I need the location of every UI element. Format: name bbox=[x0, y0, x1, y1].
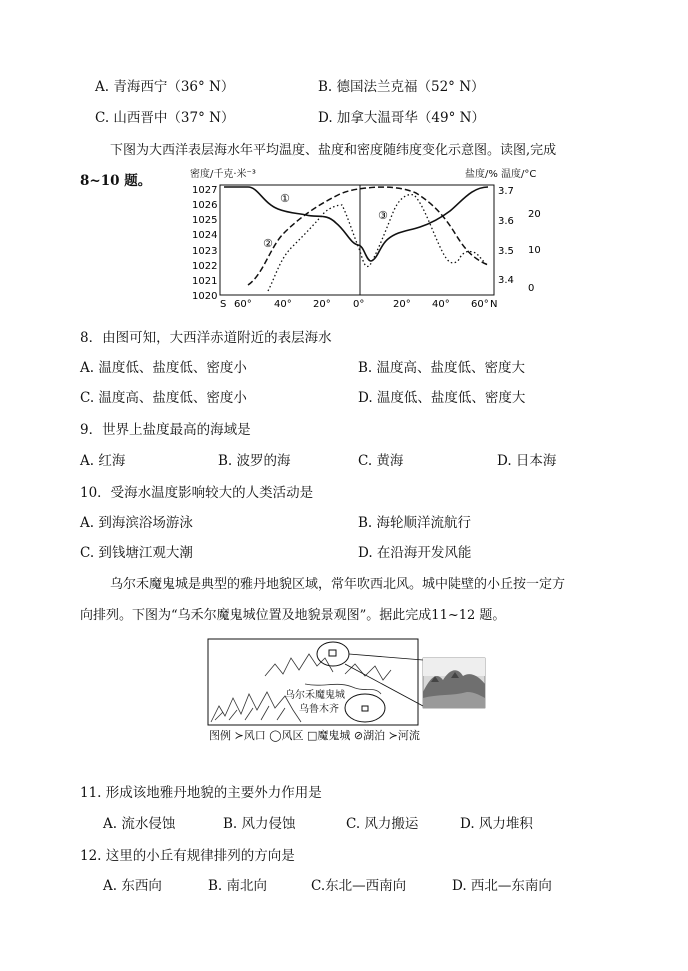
x-tick: 20° bbox=[313, 299, 331, 310]
q11-stem: 11. 形成该地雅丹地貌的主要外力作用是 bbox=[80, 785, 322, 801]
q10-stem: 10．受海水温度影响较大的人类活动是 bbox=[80, 485, 314, 501]
density-tick: 1023 bbox=[192, 246, 218, 257]
salinity-tick: 3.7 bbox=[498, 186, 514, 197]
q11-option-c: C. 风力搬运 bbox=[346, 816, 419, 832]
q10-option-d: D. 在沿海开发风能 bbox=[358, 545, 472, 561]
density-tick: 1022 bbox=[192, 261, 218, 272]
q9-stem: 9．世界上盐度最高的海域是 bbox=[80, 422, 251, 438]
atlantic-surface-chart bbox=[188, 165, 548, 315]
q11-option-b: B. 风力侵蚀 bbox=[223, 816, 296, 832]
salinity-tick: 3.5 bbox=[498, 246, 514, 257]
q7-option-b: B. 德国法兰克福（52° N） bbox=[318, 79, 485, 95]
q12-option-b: B. 南北向 bbox=[208, 878, 268, 894]
q10-option-a: A. 到海滨浴场游泳 bbox=[80, 515, 193, 531]
q9-option-a: A. 红海 bbox=[80, 453, 126, 469]
q10-option-c: C. 到钱塘江观大潮 bbox=[80, 545, 193, 561]
salinity-tick: 3.4 bbox=[498, 275, 514, 286]
demon-city-marker bbox=[362, 706, 368, 711]
x-tick: 20° bbox=[393, 299, 411, 310]
density-tick: 1020 bbox=[192, 291, 218, 302]
temperature-tick: 10 bbox=[528, 245, 541, 256]
map-legend: 图例 ≻风口 ◯风区 □魔鬼城 ⊘湖泊 ≻河流 bbox=[209, 729, 420, 742]
intro-8-10-line2: 8~10 题。 bbox=[80, 173, 152, 189]
q9-option-c: C. 黄海 bbox=[358, 453, 404, 469]
chart-frame bbox=[220, 185, 494, 295]
x-tick: 40° bbox=[432, 299, 450, 310]
q8-option-c: C. 温度高、盐度低、密度小 bbox=[80, 390, 247, 406]
q9-option-b: B. 波罗的海 bbox=[218, 453, 291, 469]
map-label-city: 乌尔禾魔鬼城 bbox=[285, 690, 345, 701]
density-tick: 1024 bbox=[192, 230, 218, 241]
q12-stem: 12. 这里的小丘有规律排列的方向是 bbox=[80, 848, 295, 864]
salinity-tick: 3.6 bbox=[498, 216, 514, 227]
demon-city-marker bbox=[329, 650, 336, 656]
x-tick: 0° bbox=[353, 299, 365, 310]
intro-11-12-line2: 向排列。下图为“乌禾尔魔鬼城位置及地貌景观图”。据此完成11~12 题。 bbox=[80, 608, 506, 623]
map-label-urumqi: 乌鲁木齐 bbox=[299, 704, 339, 715]
density-axis-ticks bbox=[192, 185, 217, 302]
q7-option-d: D. 加拿大温哥华（49° N） bbox=[318, 110, 485, 126]
q8-option-a: A. 温度低、盐度低、密度小 bbox=[80, 360, 247, 376]
x-tick: 60° bbox=[471, 299, 489, 310]
salinity-axis-ticks bbox=[498, 186, 514, 286]
q8-option-b: B. 温度高、盐度低、密度大 bbox=[358, 360, 526, 376]
density-tick: 1026 bbox=[192, 200, 218, 211]
q12-option-a: A. 东西向 bbox=[103, 878, 162, 894]
temperature-axis-ticks bbox=[528, 209, 541, 294]
curve-label-1: ① bbox=[280, 192, 290, 205]
curve-label-3: ③ bbox=[378, 209, 388, 222]
latitude-axis-ticks bbox=[220, 299, 497, 310]
density-tick: 1021 bbox=[192, 276, 218, 287]
q12-option-c: C.东北—西南向 bbox=[311, 878, 407, 894]
chart-right-title: 盐度/% 温度/°C bbox=[465, 169, 537, 180]
x-tick: 40° bbox=[274, 299, 292, 310]
temperature-tick: 20 bbox=[528, 209, 541, 220]
landscape-photo bbox=[423, 658, 485, 708]
density-tick: 1025 bbox=[192, 215, 218, 226]
q12-option-d: D. 西北—东南向 bbox=[452, 878, 552, 894]
q7-option-c: C. 山西晋中（37° N） bbox=[95, 110, 235, 126]
intro-11-12-line1: 乌尔禾魔鬼城是典型的雅丹地貌区域，常年吹西北风。城中陡壁的小丘按一定方 bbox=[110, 577, 566, 592]
x-tick: S bbox=[220, 299, 227, 310]
q7-option-a: A. 青海西宁（36° N） bbox=[95, 79, 235, 95]
chart-left-title: 密度/千克·米⁻³ bbox=[190, 169, 256, 180]
x-tick: N bbox=[490, 299, 498, 310]
q11-option-a: A. 流水侵蚀 bbox=[103, 816, 176, 832]
temperature-tick: 0 bbox=[528, 283, 535, 294]
density-tick: 1027 bbox=[192, 185, 218, 196]
intro-8-10-line1: 下图为大西洋表层海水年平均温度、盐度和密度随纬度变化示意图。读图,完成 bbox=[110, 143, 557, 158]
q11-option-d: D. 风力堆积 bbox=[460, 816, 533, 832]
q8-option-d: D. 温度低、盐度低、密度大 bbox=[358, 390, 526, 406]
q9-option-d: D. 日本海 bbox=[497, 453, 557, 469]
curve-label-2: ② bbox=[263, 237, 273, 250]
x-tick: 60° bbox=[234, 299, 252, 310]
q10-option-b: B. 海轮顺洋流航行 bbox=[358, 515, 472, 531]
q8-stem: 8．由图可知，大西洋赤道附近的表层海水 bbox=[80, 330, 332, 346]
